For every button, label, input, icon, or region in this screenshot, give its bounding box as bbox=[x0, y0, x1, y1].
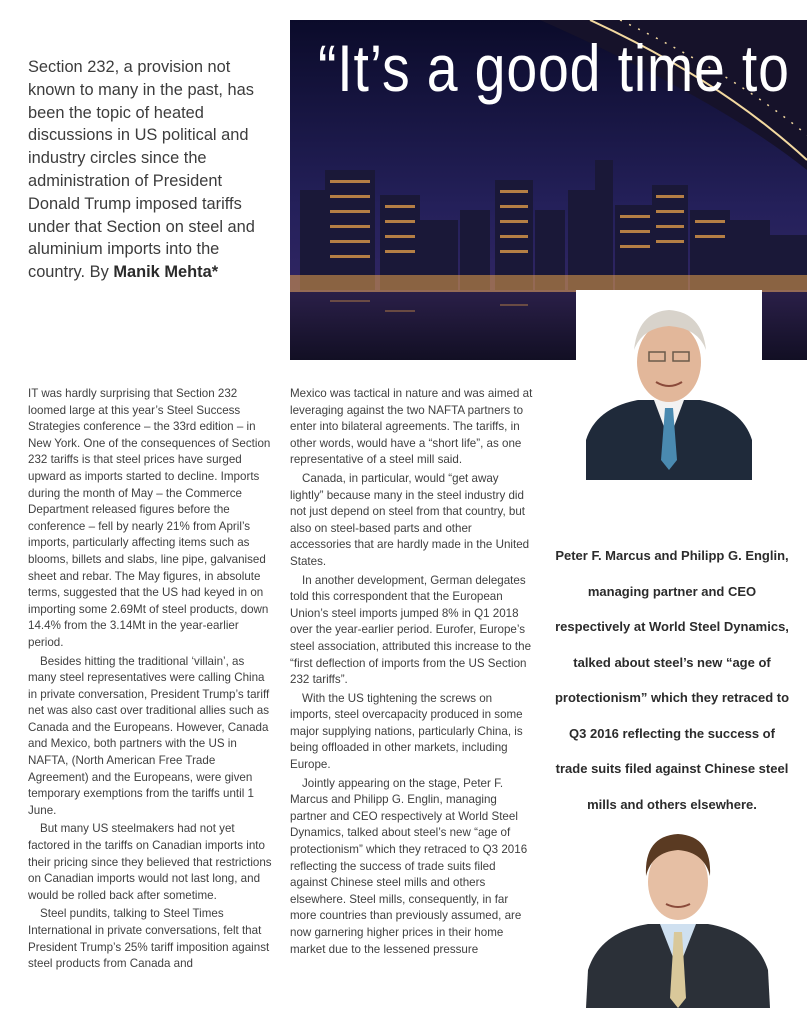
portrait1-illustration bbox=[576, 290, 762, 480]
portrait-peter-marcus bbox=[576, 290, 762, 480]
paragraph: With the US tightening the screws on imports, steel overcapacity produced in some major supplying nations, particularly China, is being offloaded in other markets, including Europe. bbox=[290, 691, 523, 772]
paragraph: In another development, German delegates told this correspondent that the European Union’s steel imports jumped 8% in Q1 2018 over the year-earlier period. Eurofer, Europe’s steel association, attributed this increase to the “first deflection of imports from the US Section 232 tariffs”. bbox=[290, 573, 532, 687]
headline: “It’s a good time to bbox=[318, 31, 790, 105]
article-column-1 bbox=[28, 386, 273, 975]
intro-text: Section 232, a provision not known to many in the past, has been the topic of heated discussions in US political and industry circles since the administration of President Donald Trump imposed tariffs under that Section on steel and aluminium imports into the country. By bbox=[28, 58, 255, 282]
paragraph: Mexico was tactical in nature and was aimed at leveraging against the two NAFTA partners to enter into bilateral agreements. The tariffs, in other words, would have a “short life”, as one representative of a steel mill said. bbox=[290, 387, 533, 467]
author-name: Manik Mehta* bbox=[113, 263, 219, 282]
paragraph: Jointly appearing on the stage, Peter F. Marcus and Philipp G. Englin, managing partner and CEO respectively at World Steel Dynamics, talked about steel’s new “age of protectionism” which they retraced to Q3 2016 reflecting the success of trade suits filed against Chinese steel mills and others elsewhere. Steel mills, consequently, in far more countries than previously assumed, are now garnering higher prices in their home market due to the lessened pressure bbox=[290, 776, 528, 956]
portrait2-illustration bbox=[580, 820, 776, 1008]
intro-standfirst bbox=[28, 56, 278, 284]
paragraph: IT was hardly surprising that Section 232 loomed large at this year’s Steel Success Strategies conference – the 33rd edition – in New York. One of the consequences of Section 232 tariffs is that steel prices have surged upward as imports started to decline. Imports during the month of May – the Commerce Department released figures before the conference – fell by nearly 21% from April’s imports, particularly affecting items such as blooms, billets and slabs, line pipe, galvanised sheet and rebar. The May figures, in absolute terms, suggested that the US had keyed in on importing some 2.69Mt of steel products, down 14.4% from the 3.14Mt in the year-earlier period. bbox=[28, 387, 271, 649]
paragraph: But many US steelmakers had not yet factored in the tariffs on Canadian imports into their pricing since they believed that restrictions on Canadian imports would not last long, and would be rolled back after sometime. bbox=[28, 822, 272, 902]
paragraph: Steel pundits, talking to Steel Times International in private conversations, felt that President Trump’s 25% tariff imposition against steel products from Canada and bbox=[28, 907, 270, 971]
photo-caption: Peter F. Marcus and Philipp G. Englin, managing partner and CEO respectively at World Steel Dynamics, talked about steel’s new “age of protectionism” which they retraced to Q3 2016 reflecting the success of trade suits filed against Chinese steel mills and others elsewhere. bbox=[554, 548, 790, 812]
portrait-philipp-englin bbox=[580, 820, 776, 1008]
article-column-2 bbox=[290, 386, 533, 960]
paragraph: Besides hitting the traditional ‘villain’, as many steel representatives were calling China in private conversation, President Trump’s tariff net was also cast over traditional allies such as Canada and the Europeans. However, Canada and Mexico, both partners with the US in NAFTA, (North American Free Trade Agreement) and the Europeans, were given temporary exemptions from the tariffs until 1 June. bbox=[28, 654, 270, 817]
paragraph: Canada, in particular, would “get away lightly” because many in the steel industry did not just depend on steel from that country, but also on steel-based parts and other accessories that are hardly made in the United States. bbox=[290, 471, 530, 568]
